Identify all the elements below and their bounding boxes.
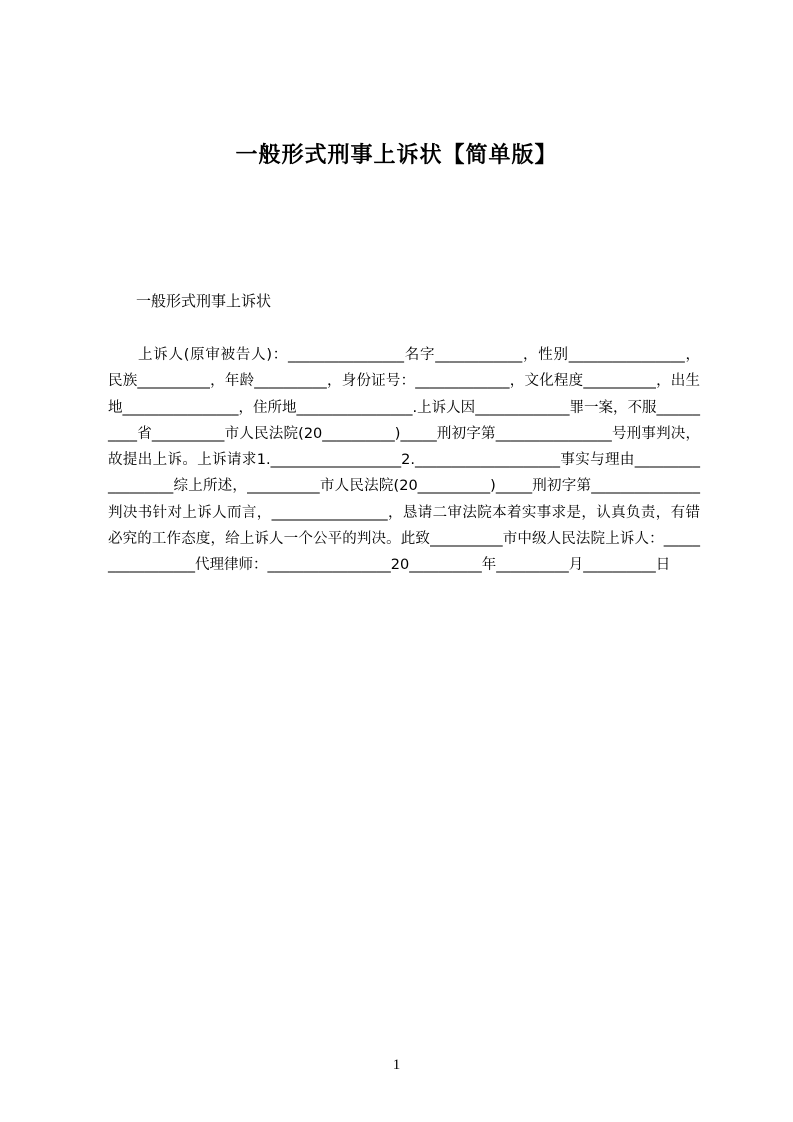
- document-title: 一般形式刑事上诉状【简单版】: [235, 143, 558, 168]
- document-body-paragraph: 上诉人(原审被告人)：________________名字____________，性别________________，民族__________，年龄__________，身份证号：_____________，文化程度__________，出生地________________，住所地________________.上诉人因_____________罪一案，不服__________省__________市人民法院(20__________)_____刑初字第________________号刑事判决，故提出上诉。上诉请求1.__________________2.____________________事实与理由__________________综上所述，__________市人民法院(20__________)_____刑初字第_______________判决书针对上诉人而言，________________，恳请二审法院本着实事求是，认真负责，有错必究的工作态度，给上诉人一个公平的判决。此致__________市中级人民法院上诉人：_________________代理律师：_________________20__________年__________月__________日: [108, 347, 700, 574]
- page-number: 1: [392, 1057, 401, 1073]
- document-subheading: 一般形式刑事上诉状: [136, 292, 272, 310]
